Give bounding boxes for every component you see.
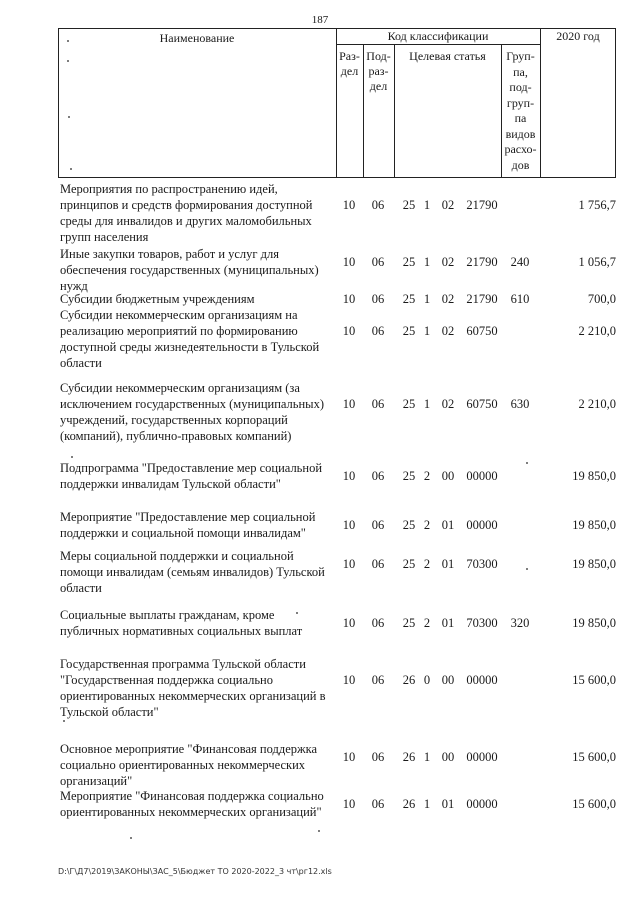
row-name-line: среды для инвалидов и других маломобильных xyxy=(60,214,312,228)
scan-speck xyxy=(296,612,298,614)
row-name-line: публичных нормативных социальных выплат xyxy=(60,624,303,638)
scan-speck xyxy=(526,462,528,464)
razdel-code: 10 xyxy=(342,292,356,306)
target-code-program: 25 xyxy=(402,397,416,411)
row-name-line: социально ориентированных некоммерческих xyxy=(60,758,306,772)
razdel-code: 10 xyxy=(342,198,356,212)
row-name xyxy=(60,380,335,444)
amount-2020: 1 056,7 xyxy=(578,255,616,269)
row-name-line: "Государственная поддержка социально xyxy=(60,673,273,687)
row-name xyxy=(60,460,335,492)
header-name: Наименование xyxy=(159,31,235,45)
target-code-direction: 60750 xyxy=(466,324,498,338)
header-razdel-line: дел xyxy=(340,64,359,78)
target-code-event: 02 xyxy=(441,292,455,306)
target-code-subprogram: 0 xyxy=(423,673,431,687)
podrazdel-code: 06 xyxy=(371,469,385,483)
target-code-event: 02 xyxy=(441,397,455,411)
target-code-program: 25 xyxy=(402,324,416,338)
razdel-code: 10 xyxy=(342,557,356,571)
target-code-event: 02 xyxy=(441,324,455,338)
target-code-direction: 00000 xyxy=(466,750,498,764)
target-code-program: 25 xyxy=(402,518,416,532)
target-code-subprogram: 1 xyxy=(423,198,431,212)
header-group-line: под- xyxy=(509,80,532,94)
target-code-direction: 00000 xyxy=(466,518,498,532)
row-name-line: поддержки и социальной помощи инвалидам" xyxy=(60,526,306,540)
expense-group-code: 610 xyxy=(510,292,530,306)
podrazdel-code: 06 xyxy=(371,292,385,306)
scan-speck xyxy=(63,720,65,722)
amount-2020: 1 756,7 xyxy=(578,198,616,212)
target-code-event: 02 xyxy=(441,255,455,269)
header-podrazdel-line: Под- xyxy=(366,49,391,63)
amount-2020: 19 850,0 xyxy=(572,518,616,532)
amount-2020: 2 210,0 xyxy=(578,324,616,338)
header-group-line: Груп- xyxy=(506,49,535,63)
scan-speck xyxy=(318,830,320,832)
row-name xyxy=(60,246,335,294)
target-code-subprogram: 2 xyxy=(423,518,431,532)
target-code-subprogram: 2 xyxy=(423,616,431,630)
row-name xyxy=(60,548,335,596)
scan-speck xyxy=(526,568,528,570)
row-name-line: Государственная программа Тульской области xyxy=(60,657,306,671)
row-name xyxy=(60,291,335,307)
row-name xyxy=(60,656,335,720)
target-code-direction: 70300 xyxy=(466,616,498,630)
scan-speck xyxy=(70,168,72,170)
header-divider xyxy=(540,28,541,178)
row-name-line: доступной среды жизнедеятельности в Тульской xyxy=(60,340,320,354)
row-name-line: принципов и средств формирования доступной xyxy=(60,198,313,212)
target-code-direction: 21790 xyxy=(466,198,498,212)
page-number: 187 xyxy=(311,14,329,26)
scan-speck xyxy=(68,116,70,118)
target-code-event: 00 xyxy=(441,750,455,764)
header-divider xyxy=(394,44,395,178)
target-code-event: 01 xyxy=(441,557,455,571)
amount-2020: 700,0 xyxy=(587,292,616,306)
podrazdel-code: 06 xyxy=(371,518,385,532)
target-code-direction: 21790 xyxy=(466,292,498,306)
target-code-direction: 60750 xyxy=(466,397,498,411)
target-code-event: 00 xyxy=(441,673,455,687)
row-name-line: учреждений, государственных корпораций xyxy=(60,413,288,427)
amount-2020: 19 850,0 xyxy=(572,616,616,630)
podrazdel-code: 06 xyxy=(371,557,385,571)
row-name-line: Подпрограмма "Предоставление мер социальной xyxy=(60,461,323,475)
target-code-direction: 21790 xyxy=(466,255,498,269)
row-name-line: Субсидии бюджетным учреждениям xyxy=(60,292,255,306)
target-code-subprogram: 2 xyxy=(423,557,431,571)
row-name-line: помощи инвалидам (семьям инвалидов) Тульской xyxy=(60,565,325,579)
target-code-subprogram: 1 xyxy=(423,750,431,764)
target-code-event: 01 xyxy=(441,518,455,532)
target-code-subprogram: 1 xyxy=(423,397,431,411)
razdel-code: 10 xyxy=(342,518,356,532)
target-code-subprogram: 1 xyxy=(423,255,431,269)
header-divider xyxy=(336,44,540,45)
header-podrazdel-line: раз- xyxy=(368,64,389,78)
row-name-line: Иные закупки товаров, работ и услуг для xyxy=(60,247,280,261)
amount-2020: 19 850,0 xyxy=(572,469,616,483)
razdel-code: 10 xyxy=(342,750,356,764)
row-name-line: Социальные выплаты гражданам, кроме xyxy=(60,608,275,622)
amount-2020: 15 600,0 xyxy=(572,750,616,764)
row-name xyxy=(60,181,335,245)
razdel-code: 10 xyxy=(342,469,356,483)
header-group-line: па, xyxy=(513,64,528,79)
razdel-code: 10 xyxy=(342,397,356,411)
row-name-line: исключением государственных (муниципальных) xyxy=(60,397,324,411)
row-name-line: обеспечения государственных (муниципальных) xyxy=(60,263,319,277)
target-code-subprogram: 1 xyxy=(423,797,431,811)
scan-speck xyxy=(71,456,73,458)
target-code-direction: 00000 xyxy=(466,673,498,687)
row-name-line: организаций" xyxy=(60,774,133,788)
row-name-line: области xyxy=(60,356,102,370)
expense-group-code: 630 xyxy=(510,397,530,411)
row-name-line: Тульской области" xyxy=(60,705,159,719)
podrazdel-code: 06 xyxy=(371,616,385,630)
target-code-program: 26 xyxy=(402,797,416,811)
podrazdel-code: 06 xyxy=(371,198,385,212)
target-code-program: 25 xyxy=(402,198,416,212)
file-path-footer: D:\Г\Д7\2019\ЗАКОНЫ\ЗАС_5\Бюджет ТО 2020-2022_3 чт\рг12.xls xyxy=(58,867,332,876)
row-name-line: реализацию мероприятий по формированию xyxy=(60,324,298,338)
target-code-event: 01 xyxy=(441,616,455,630)
header-podrazdel-line: дел xyxy=(369,79,388,93)
header-group-line: груп- xyxy=(506,95,535,110)
header-code-group: Код классификации xyxy=(387,29,489,43)
target-code-direction: 00000 xyxy=(466,797,498,811)
row-name-line: ориентированных некоммерческих организаций" xyxy=(60,805,322,819)
target-code-subprogram: 2 xyxy=(423,469,431,483)
target-code-event: 01 xyxy=(441,797,455,811)
row-name-line: поддержки инвалидам Тульской области" xyxy=(60,477,281,491)
amount-2020: 15 600,0 xyxy=(572,673,616,687)
header-group-line: дов xyxy=(511,157,530,172)
header-year: 2020 год xyxy=(556,29,600,43)
target-code-program: 25 xyxy=(402,255,416,269)
target-code-subprogram: 1 xyxy=(423,292,431,306)
target-code-direction: 00000 xyxy=(466,469,498,483)
row-name-line: Субсидии некоммерческим организациям (за xyxy=(60,381,300,395)
target-code-event: 00 xyxy=(441,469,455,483)
row-name-line: (компаний), публично-правовых компаний) xyxy=(60,429,292,443)
row-name-line: ориентированных некоммерческих организаций в xyxy=(60,689,326,703)
amount-2020: 2 210,0 xyxy=(578,397,616,411)
target-code-subprogram: 1 xyxy=(423,324,431,338)
header-group-line: па xyxy=(514,111,527,125)
row-name-line: Меры социальной поддержки и социальной xyxy=(60,549,294,563)
podrazdel-code: 06 xyxy=(371,324,385,338)
row-name xyxy=(60,741,335,789)
target-code-program: 25 xyxy=(402,616,416,630)
amount-2020: 19 850,0 xyxy=(572,557,616,571)
row-name-line: области xyxy=(60,581,102,595)
row-name-line: Мероприятие "Финансовая поддержка социально xyxy=(60,789,324,803)
target-code-program: 25 xyxy=(402,469,416,483)
expense-group-code: 240 xyxy=(510,255,530,269)
scan-speck xyxy=(130,837,132,839)
target-code-program: 25 xyxy=(402,557,416,571)
row-name xyxy=(60,788,335,820)
row-name xyxy=(60,607,335,639)
row-name-line: групп населения xyxy=(60,230,149,244)
expense-group-code: 320 xyxy=(510,616,530,630)
row-name-line: Основное мероприятие "Финансовая поддержка xyxy=(60,742,318,756)
row-name-line: Субсидии некоммерческим организациям на xyxy=(60,308,298,322)
header-podrazdel xyxy=(363,49,394,94)
razdel-code: 10 xyxy=(342,673,356,687)
scan-speck xyxy=(67,60,69,62)
row-name xyxy=(60,509,335,541)
razdel-code: 10 xyxy=(342,324,356,338)
header-target: Целевая статья xyxy=(409,49,486,63)
razdel-code: 10 xyxy=(342,797,356,811)
header-group-line: видов xyxy=(505,126,536,141)
razdel-code: 10 xyxy=(342,255,356,269)
podrazdel-code: 06 xyxy=(371,797,385,811)
header-razdel xyxy=(336,49,363,79)
razdel-code: 10 xyxy=(342,616,356,630)
amount-2020: 15 600,0 xyxy=(572,797,616,811)
header-razdel-line: Раз- xyxy=(339,49,360,63)
target-code-event: 02 xyxy=(441,198,455,212)
header-group-line: расхо- xyxy=(504,142,537,156)
podrazdel-code: 06 xyxy=(371,750,385,764)
target-code-program: 26 xyxy=(402,750,416,764)
target-code-program: 25 xyxy=(402,292,416,306)
row-name-line: Мероприятия по распространению идей, xyxy=(60,182,278,196)
scan-speck xyxy=(67,40,69,42)
row-name xyxy=(60,307,335,371)
podrazdel-code: 06 xyxy=(371,673,385,687)
target-code-direction: 70300 xyxy=(466,557,498,571)
target-code-program: 26 xyxy=(402,673,416,687)
header-group xyxy=(501,49,540,173)
podrazdel-code: 06 xyxy=(371,397,385,411)
podrazdel-code: 06 xyxy=(371,255,385,269)
row-name-line: нужд xyxy=(60,279,88,293)
row-name-line: Мероприятие "Предоставление мер социальной xyxy=(60,510,316,524)
